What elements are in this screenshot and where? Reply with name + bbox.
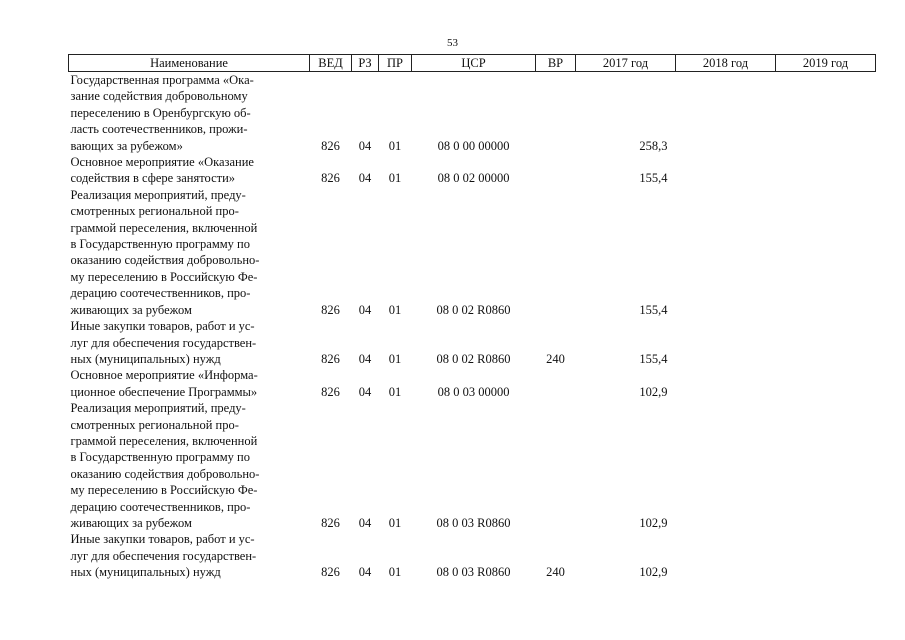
row-y2017: 155,4: [639, 302, 668, 317]
row-name-line: Иные закупки товаров, работ и ус-: [70, 319, 255, 334]
row-rz: 04: [358, 351, 372, 366]
row-name-line: вающих за рубежом»: [70, 138, 183, 153]
row-name-line: ных (муниципальных) нужд: [70, 565, 221, 580]
header-2018: 2018 год: [676, 55, 776, 72]
header-2019: 2019 год: [776, 55, 876, 72]
row-ved: 826: [321, 351, 340, 366]
row-name: [69, 400, 310, 531]
row-name: [69, 531, 310, 580]
row-y2017: 258,3: [639, 138, 668, 153]
header-row: [69, 55, 876, 72]
header-pr: ПР: [379, 55, 412, 72]
row-name-line: Реализация мероприятий, преду-: [70, 401, 246, 416]
row-vr: [536, 187, 576, 318]
row-vr: [536, 154, 576, 187]
row-y2019: [776, 154, 876, 187]
row-name-line: оказанию содействия добровольно-: [70, 253, 260, 268]
row-y2019: [776, 367, 876, 400]
row-rz: 04: [358, 565, 372, 580]
row-csr: 08 0 02 00000: [437, 171, 510, 186]
row-name-line: Иные закупки товаров, работ и ус-: [70, 532, 255, 547]
row-pr: 01: [388, 171, 402, 186]
row-csr: 08 0 03 00000: [437, 384, 510, 399]
row-y2019: [776, 187, 876, 318]
row-name-line: живающих за рубежом: [70, 302, 192, 317]
row-name-line: граммой переселения, включенной: [70, 220, 258, 235]
row-name: [69, 187, 310, 318]
row-y2018: [676, 187, 776, 318]
row-y2018: [676, 531, 776, 580]
header-name: Наименование: [69, 55, 310, 72]
table-body: [69, 72, 876, 581]
header-csr: ЦСР: [412, 55, 536, 72]
row-name-line: живающих за рубежом: [70, 515, 192, 530]
row-pr: 01: [388, 351, 402, 366]
row-name-line: переселению в Оренбургскую об-: [70, 105, 251, 120]
row-y2018: [676, 400, 776, 531]
row-y2018: [676, 72, 776, 155]
row-rz: 04: [358, 138, 372, 153]
header-vr: ВР: [536, 55, 576, 72]
row-ved: 826: [321, 138, 340, 153]
row-ved: 826: [321, 302, 340, 317]
row-y2019: [776, 72, 876, 155]
row-name: [69, 154, 310, 187]
row-y2017: 155,4: [639, 171, 668, 186]
row-rz: 04: [358, 302, 372, 317]
row-vr: [536, 400, 576, 531]
row-name-line: смотренных региональной про-: [70, 204, 239, 219]
row-csr: 08 0 02 R0860: [436, 351, 511, 366]
row-y2017: 155,4: [639, 351, 668, 366]
table-row: [69, 318, 876, 367]
row-rz: 04: [358, 171, 372, 186]
row-ved: 826: [321, 384, 340, 399]
table-row: [69, 531, 876, 580]
row-name-line: ласть соотечественников, прожи-: [70, 122, 248, 137]
table-header: [69, 55, 876, 72]
row-name-line: ционное обеспечение Программы»: [70, 384, 258, 399]
row-rz: 04: [358, 515, 372, 530]
table-row: [69, 400, 876, 531]
row-y2017: 102,9: [639, 515, 668, 530]
row-name-line: в Государственную программу по: [70, 237, 250, 252]
row-name-line: содействия в сфере занятости»: [70, 171, 236, 186]
row-ved: 826: [321, 565, 340, 580]
row-ved: 826: [321, 515, 340, 530]
row-vr: [536, 72, 576, 155]
row-name-line: луг для обеспечения государствен-: [70, 335, 257, 350]
row-pr: 01: [388, 384, 402, 399]
table-row: [69, 72, 876, 155]
row-y2017: 102,9: [639, 384, 668, 399]
row-name-line: зание содействия добровольному: [70, 89, 248, 104]
row-y2019: [776, 318, 876, 367]
row-vr: 240: [546, 565, 565, 580]
row-name-line: дерацию соотечественников, про-: [70, 499, 251, 514]
row-y2018: [676, 367, 776, 400]
row-name-line: му переселению в Российскую Фе-: [70, 269, 258, 284]
header-2017: 2017 год: [576, 55, 676, 72]
row-name-line: Основное мероприятие «Информа-: [70, 368, 258, 383]
row-vr: [536, 367, 576, 400]
row-name-line: му переселению в Российскую Фе-: [70, 483, 258, 498]
row-y2018: [676, 154, 776, 187]
row-name-line: смотренных региональной про-: [70, 417, 239, 432]
row-pr: 01: [388, 515, 402, 530]
row-vr: 240: [546, 351, 565, 366]
row-y2019: [776, 531, 876, 580]
row-name-line: в Государственную программу по: [70, 450, 250, 465]
row-name-line: ных (муниципальных) нужд: [70, 351, 221, 366]
table-row: [69, 367, 876, 400]
table-row: [69, 154, 876, 187]
budget-table: [68, 54, 876, 581]
header-rz: РЗ: [352, 55, 379, 72]
row-pr: 01: [388, 302, 402, 317]
row-name-line: луг для обеспечения государствен-: [70, 548, 257, 563]
row-name: [69, 318, 310, 367]
row-rz: 04: [358, 384, 372, 399]
header-ved: ВЕД: [310, 55, 352, 72]
row-name-line: дерацию соотечественников, про-: [70, 286, 251, 301]
row-ved: 826: [321, 171, 340, 186]
row-name-line: граммой переселения, включенной: [70, 433, 258, 448]
row-name: [69, 72, 310, 155]
row-y2019: [776, 400, 876, 531]
row-csr: 08 0 02 R0860: [436, 302, 511, 317]
row-name-line: Основное мероприятие «Оказание: [70, 155, 254, 170]
page-number: 53: [447, 37, 458, 49]
table-row: [69, 187, 876, 318]
row-csr: 08 0 03 R0860: [436, 565, 511, 580]
row-name-line: Государственная программа «Ока-: [70, 73, 254, 87]
row-name: [69, 367, 310, 400]
row-y2018: [676, 318, 776, 367]
row-name-line: оказанию содействия добровольно-: [70, 466, 260, 481]
row-y2017: 102,9: [639, 565, 668, 580]
row-name-line: Реализация мероприятий, преду-: [70, 187, 246, 202]
row-csr: 08 0 03 R0860: [436, 515, 511, 530]
row-pr: 01: [388, 565, 402, 580]
row-csr: 08 0 00 00000: [437, 138, 510, 153]
row-pr: 01: [388, 138, 402, 153]
